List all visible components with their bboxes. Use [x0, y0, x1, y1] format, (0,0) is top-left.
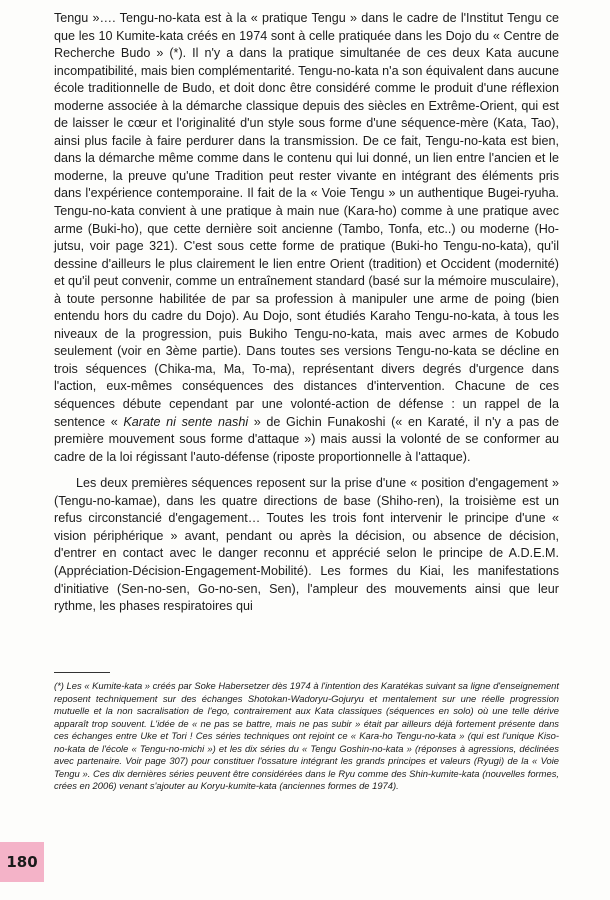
page-number-tab — [0, 842, 44, 882]
page-number: 180 — [6, 853, 38, 871]
paragraph-2 — [54, 475, 559, 615]
footnote-divider — [54, 672, 110, 673]
body-text — [54, 10, 559, 616]
funakoshi-quote: Karate ni sente nashi — [123, 414, 249, 429]
paragraph-1 — [54, 10, 559, 466]
paragraph-2-text: Les deux premières séquences reposent sur la prise d'une « position d'engagement » (Tengu-no-kamae), dans les quatre directions de base (Shiho-ren), la troisième est un refus circonstancié d'engagement… Toutes les trois font intervenir le principe d'une « vision périphérique » avant, pendant ou après la décision, ou absence de décision, d'entrer en contact avec le danger reconnu et apprécié selon le principe de A.D.E.M. (Appréciation-Décision-Engagement-Mobilité). Les formes du Kiai, les manifestations d'initiative (Sen-no-sen, Go-no-sen, Sen), l'ampleur des mouvements ainsi que leur rythme, les phases respiratoires qui — [54, 476, 559, 614]
paragraph-1-part-2: » de Gichin Funakoshi (« en Karaté, il n'y a pas de première mouvement sous forme d'attaque ») mais aussi la volonté de se conformer au cadre de la loi régissant l'auto-défense (riposte proportionnelle à l'attaque). — [54, 414, 559, 464]
footnote: (*) Les « Kumite-kata » créés par Soke Habersetzer dès 1974 à l'intention des Karatékas suivant sa ligne d'enseignement reposent techniquement sur des échanges Shotokan-Wadoryu-Gojuryu et mentalement sur une réelle progression mutuelle et la non sacralisation de l'ego, contrairement aux Kata classiques (séquences en solo) où une telle dérive apparaît trop souvent. L'idée de « ne pas se battre, mais ne pas subir » était par ailleurs déjà fortement présente dans ces échanges entre Uke et Tori ! Ces séries techniques ont rejoint ce « Kara-ho Tengu-no-kata » (qui est l'unique Kiso-no-kata de l'école « Tengu-no-michi ») et les dix séries du « Tengu Goshin-no-kata » (réponses à agressions, déclinées avec partenaire. Voir page 307) pour constituer l'ossature intégrant les grands principes et valeurs (Ryugi) de la « Voie Tengu ». Ces dix dernières séries peuvent être considérées dans le Ryu comme des Shin-kumite-kata (nouvelles formes, crées en 2006) venant s'ajouter au Koryu-kumite-kata (anciennes formes de 1974). — [54, 680, 559, 791]
paragraph-1-part-1: Tengu »…. Tengu-no-kata est à la « pratique Tengu » dans le cadre de l'Institut Tengu ce que les 10 Kumite-kata créés en 1974 sont à celle pratiquée dans les Dojo du « Centre de Recherche Budo » (*). Il n'y a dans la pratique simultanée de ces deux Kata aucune incompatibilité, mais bien complémentarité. Tengu-no-kata n'a son équivalent dans aucune école traditionnelle de Budo, et doit donc être considéré comme le produit d'une réflexion moderne associée à la démarche classique depuis des siècles en Extrême-Orient, qui est de laisser le cœur et l'originalité d'un style sous forme d'une séquence-mère (Kata, Tao), ainsi plus facile à faire perdurer dans la transmission. De ce fait, Tengu-no-kata est bien, dans la démarche même comme dans le contenu qui lui donné, un lien entre l'ancien et le moderne, la preuve qu'une Tradition peut rester vivante en intégrant des éléments pris dans l'expérience contemporaine. Il fait de la « Voie Tengu » un authentique Bugei-ryuha. Tengu-no-kata convient à une pratique à main nue (Kara-ho) comme à une pratique avec arme (Buki-ho), que cette dernière soit ancienne (Tambo, Tonfa, etc..) ou moderne (Ho-jutsu, voir page 321). C'est sous cette forme de pratique (Buki-ho Tengu-no-kata), qu'il dessine d'ailleurs le plus clairement le lien entre Orient (tradition) et Occident (modernité) et qu'il peut convenir, comme un entraînement standard (basé sur la mémoire musculaire), à toute personne habilitée de par sa profession à manipuler une arme de poing (bien entendu hors du cadre du Dojo). Au Dojo, sont étudiés Karaho Tengu-no-kata, à tous les niveaux de la progression, puis Bukiho Tengu-no-kata, mais avec armes de Kobudo seulement (voir en 3ème partie). Dans toutes ses versions Tengu-no-kata se décline en trois séquences (Chika-ma, Ma, To-ma), représentant divers degrés d'urgence dans l'action, eux-mêmes conséquences des distances d'intervention. Chacune de ces séquences débute cependant par une volonté-action de défense : un rappel de la sentence « — [54, 11, 559, 429]
